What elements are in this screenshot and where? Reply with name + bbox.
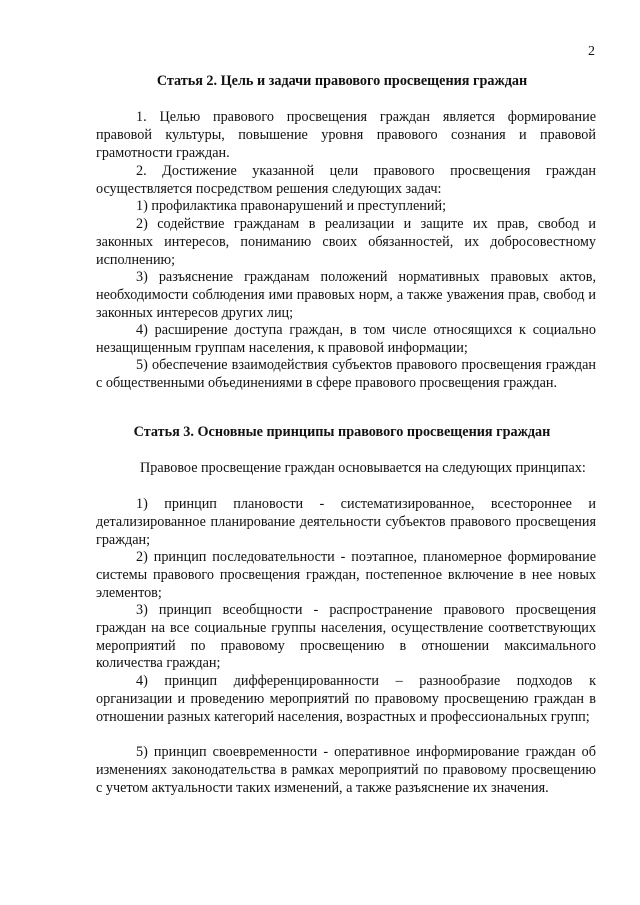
- article-3-intro: Правовое просвещение граждан основывается на следующих принципах:: [140, 460, 586, 476]
- article-2-task-4: 4) расширение доступа граждан, в том числе относящихся к социально незащищенным группам населения, к правовой информации;: [96, 322, 596, 356]
- article-3-principle-5: 5) принцип своевременности - оперативное информирование граждан об изменениях законодательства в рамках мероприятий по правовому просвещению с учетом актуальности таких изменений, а также разъяснение их значения.: [96, 744, 596, 796]
- article-3-principle-3: 3) принцип всеобщности - распространение правового просвещения граждан на все социальные группы населения, осуществление соответствующих мероприятий по правовому просвещению в отношении максимального количества граждан;: [96, 602, 596, 672]
- article-2-title: Статья 2. Цель и задачи правового просвещения граждан: [156, 73, 528, 89]
- page-number: 2: [588, 44, 595, 59]
- article-2-task-2: 2) содействие гражданам в реализации и защите их прав, свобод и законных интересов, пониманию своих обязанностей, их добросовестному исполнению;: [96, 216, 596, 268]
- article-2-task-1: 1) профилактика правонарушений и преступлений;: [136, 198, 447, 214]
- article-2-paragraph-2: 2. Достижение указанной цели правового просвещения граждан осуществляется посредством решения следующих задач:: [96, 163, 596, 197]
- article-2-task-5: 5) обеспечение взаимодействия субъектов правового просвещения граждан с общественными объединениями в сфере правового просвещения граждан.: [96, 357, 596, 391]
- article-2-task-3: 3) разъяснение гражданам положений нормативных правовых актов, необходимости соблюдения ими правовых норм, а также уважения прав, свобод и законных интересов других лиц;: [96, 269, 596, 321]
- article-3-principle-2: 2) принцип последовательности - поэтапное, планомерное формирование системы правового просвещения граждан, постепенное включение в нее новых элементов;: [96, 549, 596, 601]
- article-3-title: Статья 3. Основные принципы правового просвещения граждан: [133, 424, 551, 440]
- article-3-principle-4: 4) принцип дифференцированности – разнообразие подходов к организации и проведению мероприятий по правовому просвещению граждан в отношении разных категорий населения, возрастных и профессиональных групп;: [96, 673, 596, 725]
- article-2-paragraph-1: 1. Целью правового просвещения граждан является формирование правовой культуры, повышение уровня правового сознания и правовой грамотности граждан.: [96, 109, 596, 161]
- article-3-principle-1: 1) принцип плановости - систематизированное, всестороннее и детализированное планирование деятельности субъектов правового просвещения граждан;: [96, 496, 596, 548]
